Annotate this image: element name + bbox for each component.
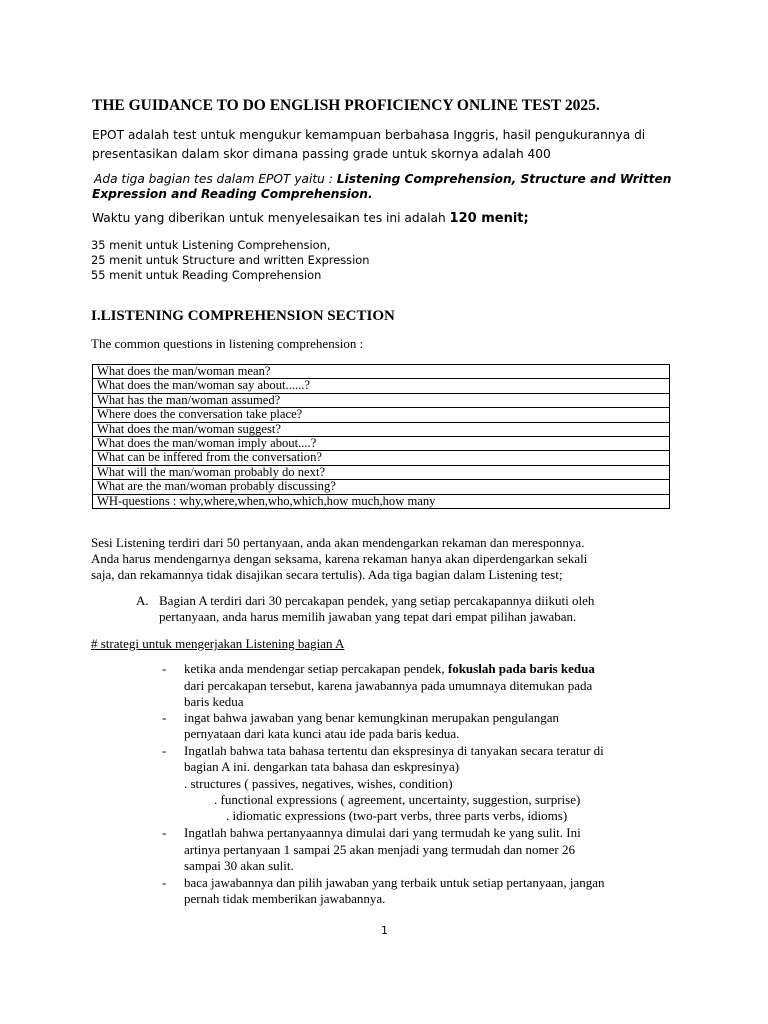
listening-paragraph-line-1: Sesi Listening terdiri dari 50 pertanyaan, anda akan mendengarkan rekaman dan meresponnya. <box>91 535 585 550</box>
table-row <box>93 437 670 451</box>
bullet-dash: - <box>162 661 167 676</box>
bullet-3-sub-2: . functional expressions ( agreement, uncertainty, suggestion, surprise) <box>214 792 581 807</box>
bullet-1-text: ketika anda mendengar setiap percakapan pendek, <box>184 661 448 676</box>
time-text: Waktu yang diberikan untuk menyelesaikan tes ini adalah <box>92 211 450 225</box>
table-cell: WH-questions : why,where,when,who,which,how much,how many <box>93 494 670 508</box>
allocation-listening: 35 menit untuk Listening Comprehension, <box>91 238 331 252</box>
table-row <box>93 494 670 508</box>
table-row <box>93 451 670 465</box>
common-questions-intro: The common questions in listening comprehension : <box>91 336 364 351</box>
bullet-1-line-2: dari percakapan tersebut, karena jawabannya pada umumnaya ditemukan pada <box>184 678 593 693</box>
bullet-5-line-1: baca jawabannya dan pilih jawaban yang terbaik untuk setiap pertanyaan, jangan <box>184 875 605 890</box>
bullet-5-line-2: pernah tidak memberikan jawabannya. <box>184 891 386 906</box>
table-cell: What does the man/woman imply about....? <box>93 437 670 451</box>
section-heading-listening: I.LISTENING COMPREHENSION SECTION <box>91 308 395 324</box>
bullet-dash: - <box>162 875 167 890</box>
strategy-heading: # strategi untuk mengerjakan Listening bagian A <box>91 636 345 651</box>
bullet-3-sub-3: . idiomatic expressions (two-part verbs, three parts verbs, idioms) <box>226 808 568 823</box>
table-row <box>93 393 670 407</box>
item-a-line-2: pertanyaan, anda harus memilih jawaban yang tepat dari empat pilihan jawaban. <box>159 609 577 624</box>
intro-line-2: presentasikan dalam skor dimana passing grade untuk skornya adalah 400 <box>92 147 551 161</box>
common-questions-table <box>92 364 670 509</box>
item-a-line-1: Bagian A terdiri dari 30 percakapan pendek, yang setiap percakapannya diikuti oleh <box>159 593 595 608</box>
bullet-1-line-1 <box>184 661 595 677</box>
table-cell: What does the man/woman say about......? <box>93 379 670 393</box>
bullet-4-line-3: sampai 30 akan sulit. <box>184 858 294 873</box>
allocation-structure: 25 menit untuk Structure and written Expression <box>91 253 370 267</box>
time-bold: 120 menit; <box>449 211 529 226</box>
bullet-dash: - <box>162 743 167 758</box>
document-title: THE GUIDANCE TO DO ENGLISH PROFICIENCY ONLINE TEST 2025. <box>92 97 600 114</box>
table-row <box>93 379 670 393</box>
bullet-2-line-1: ingat bahwa jawaban yang benar kemungkinan merupakan pengulangan <box>184 710 560 725</box>
table-cell: What has the man/woman assumed? <box>93 393 670 407</box>
time-allowed <box>92 211 529 226</box>
table-row <box>93 422 670 436</box>
bullet-3-line-1: Ingatlah bahwa tata bahasa tertentu dan ekspresinya di tanyakan secara teratur di <box>184 743 604 758</box>
bullet-2-line-2: pernyataan dari kata kunci atau ide pada baris kedua. <box>184 726 460 741</box>
bullet-1-bold: fokuslah pada baris kedua <box>447 661 595 676</box>
table-row <box>93 465 670 479</box>
bullet-4-line-1: Ingatlah bahwa pertanyaannya dimulai dari yang termudah ke yang sulit. Ini <box>184 825 581 840</box>
table-cell: Where does the conversation take place? <box>93 408 670 422</box>
table-row <box>93 480 670 494</box>
intro-line-1: EPOT adalah test untuk mengukur kemampuan berbahasa Inggris, hasil pengukurannya di <box>92 128 646 142</box>
bullet-dash: - <box>162 710 167 725</box>
table-cell: What can be inffered from the conversation? <box>93 451 670 465</box>
item-a-letter: A. <box>136 593 149 608</box>
test-parts-bold-2: Expression and Reading Comprehension. <box>92 187 373 201</box>
table-cell: What does the man/woman suggest? <box>93 422 670 436</box>
test-parts-line-1 <box>94 172 671 186</box>
test-parts-prefix: Ada tiga bagian tes dalam EPOT yaitu : <box>94 172 337 186</box>
table-row <box>93 408 670 422</box>
bullet-3-sub-1: . structures ( passives, negatives, wishes, condition) <box>184 776 453 791</box>
bullet-1-line-3: baris kedua <box>184 694 244 709</box>
page-number: 1 <box>381 924 388 937</box>
bullet-dash: - <box>162 825 167 840</box>
table-cell: What does the man/woman mean? <box>93 365 670 379</box>
listening-paragraph-line-3: saja, dan rekamannya tidak disajikan secara tertulis). Ada tiga bagian dalam Listening test; <box>91 567 563 582</box>
bullet-4-line-2: artinya pertanyaan 1 sampai 25 akan menjadi yang termudah dan nomer 26 <box>184 842 575 857</box>
test-parts-bold-1: Listening Comprehension, Structure and Written <box>336 172 672 186</box>
listening-paragraph-line-2: Anda harus mendengarnya dengan seksama, karena rekaman hanya akan diperdengarkan sekali <box>91 551 588 566</box>
bullet-3-line-2: bagian A ini. dengarkan tata bahasa dan eskpresinya) <box>184 759 460 774</box>
allocation-reading: 55 menit untuk Reading Comprehension <box>91 268 322 282</box>
table-row <box>93 365 670 379</box>
table-cell: What are the man/woman probably discussing? <box>93 480 670 494</box>
table-cell: What will the man/woman probably do next? <box>93 465 670 479</box>
